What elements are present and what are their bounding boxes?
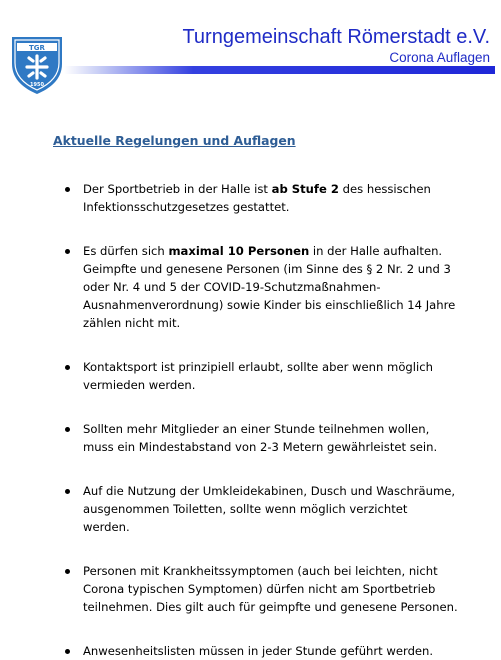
rule-text: Anwesenheitslisten müssen in jeder Stunde geführt werden. xyxy=(83,644,434,658)
rule-emphasis: ab Stufe 2 xyxy=(271,182,339,196)
logo-text: TGR xyxy=(29,44,45,52)
rule-text: Corona typischen Symptomen) dürfen nicht am Sportbetrieb xyxy=(83,582,436,596)
organization-subtitle: Corona Auflagen xyxy=(389,50,490,65)
rule-text: Infektionsschutzgesetzes gestattet. xyxy=(83,200,290,214)
rule-text: ausgenommen Toiletten, sollte wenn möglich verzichtet xyxy=(83,502,408,516)
organization-title: Turngemeinschaft Römerstadt e.V. xyxy=(182,26,490,48)
list-item xyxy=(62,180,492,216)
rule-text: in der Halle aufhalten. xyxy=(309,244,443,258)
rule-text: Auf die Nutzung der Umkleidekabinen, Dusch und Waschräume, xyxy=(83,484,456,498)
rule-text: zählen nicht mit. xyxy=(83,316,181,330)
list-item xyxy=(62,358,492,394)
rule-text: Personen mit Krankheitssymptomen (auch bei leichten, nicht xyxy=(83,564,438,578)
list-item xyxy=(62,642,492,660)
rule-text: Sollten mehr Mitglieder an einer Stunde teilnehmen wollen, xyxy=(83,422,430,436)
rule-text: teilnehmen. Dies gilt auch für geimpfte und genesene Personen. xyxy=(83,600,458,614)
list-item xyxy=(62,242,492,332)
rule-text: Geimpfte und genesene Personen (im Sinne des § 2 Nr. 2 und 3 xyxy=(83,262,451,276)
rule-text: Der Sportbetrieb in der Halle ist xyxy=(83,182,272,196)
rule-text: Ausnahmenverordnung) sowie Kinder bis einschließlich 14 Jahre xyxy=(83,298,456,312)
rule-text: werden. xyxy=(83,520,130,534)
rules-list xyxy=(62,180,492,660)
list-item xyxy=(62,562,492,616)
rule-text: Es dürfen sich xyxy=(83,244,169,258)
rule-text: vermieden werden. xyxy=(83,378,196,392)
list-item xyxy=(62,420,492,456)
rule-text: muss ein Mindestabstand von 2-3 Metern gewährleistet sein. xyxy=(83,440,438,454)
header-gradient-bar xyxy=(64,66,495,74)
shield-logo-icon xyxy=(9,34,65,96)
logo-year: 1950 xyxy=(30,82,44,88)
rule-text: oder Nr. 4 und 5 der COVID-19-Schutzmaßnahmen- xyxy=(83,280,381,294)
rule-text: Kontaktsport ist prinzipiell erlaubt, sollte aber wenn möglich xyxy=(83,360,433,374)
rule-emphasis: maximal 10 Personen xyxy=(168,244,310,258)
club-logo xyxy=(9,34,65,96)
list-item xyxy=(62,482,492,536)
rule-text: des hessischen xyxy=(338,182,431,196)
section-heading: Aktuelle Regelungen und Auflagen xyxy=(53,133,296,148)
